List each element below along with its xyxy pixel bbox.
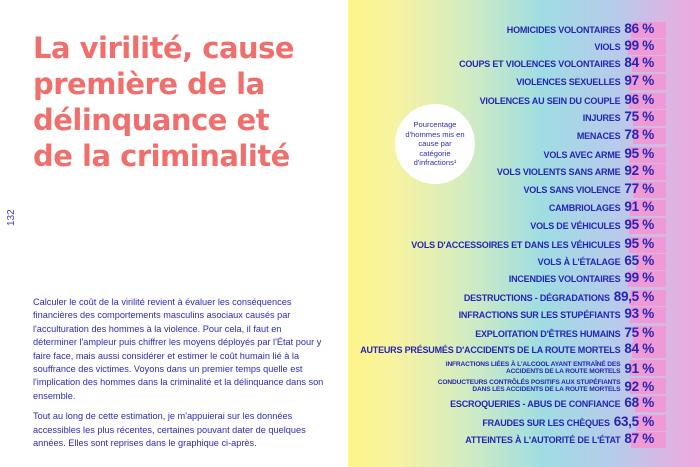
chart-bar xyxy=(411,236,654,254)
bar-value: 99 % xyxy=(624,270,654,285)
paragraph: Calculer le coût de la virilité revient à évaluer les conséquences financières des comportements masculins asociaux causés par l'acculturation des hommes à la violence. Pour cela, il faut en déterminer l'ampleur puis chiffrer les moyens déployés par l'État pour y faire face, mais aussi considérer et estimer le coût humain lié à la souffrance des victimes. Voyons dans un premier temps quelle est l'implication des hommes dans la criminalité et la délinquance dans son ensemble. xyxy=(33,297,324,401)
bar-label: MENACES xyxy=(576,131,621,141)
bar-label: VOLS SANS VIOLENCE xyxy=(523,185,621,195)
bar-value: 68 % xyxy=(624,395,654,410)
bar-value: 75 % xyxy=(624,109,654,124)
bar-label: COUPS ET VIOLENCES VOLONTAIRES xyxy=(459,59,621,69)
bar-label: INFRACTIONS SUR LES STUPÉFIANTS xyxy=(458,310,621,320)
bar-label: HOMICIDES VOLONTAIRES xyxy=(506,25,621,35)
chart-bar xyxy=(507,21,654,39)
bar-label: VIOLENCES SEXUELLES xyxy=(516,77,621,87)
bar-value: 89,5 % xyxy=(613,289,654,304)
chart-bar xyxy=(450,395,654,413)
bar-value: 84 % xyxy=(624,55,654,70)
bar-value: 91 % xyxy=(624,360,654,376)
title-line: de la criminalité xyxy=(33,139,290,173)
bar-label: INCENDIES VOLONTAIRES xyxy=(508,274,621,284)
title-line: délinquance et xyxy=(33,103,270,137)
bar-label: CAMBRIOLAGES xyxy=(548,203,621,213)
bar-value: 92 % xyxy=(624,163,654,178)
bar-value: 95 % xyxy=(624,217,654,232)
bar-value: 96 % xyxy=(624,92,654,107)
chart-bar xyxy=(516,73,654,91)
bar-label: INFRACTIONS LIÉES À L'ALCOOL AYANT ENTRAÎNÉ DES ACCIDENTS DE LA ROUTE MORTELS xyxy=(445,360,621,375)
bar-label: AUTEURS PRÉSUMÉS D'ACCIDENTS DE LA ROUTE MORTELS xyxy=(360,345,621,355)
chart-bar xyxy=(509,270,654,288)
bar-value: 99 % xyxy=(624,38,654,53)
bar-label: ATTEINTES À L'AUTORITÉ DE L'ÉTAT xyxy=(465,435,621,445)
bar-value: 87 % xyxy=(624,431,654,446)
bar-label: VIOLS xyxy=(594,42,621,52)
bar-value: 77 % xyxy=(624,181,654,196)
page-number: 132 xyxy=(6,209,17,226)
bar-value: 65 % xyxy=(624,253,654,268)
bar-value: 91 % xyxy=(624,199,654,214)
chart-bar xyxy=(430,375,654,397)
title-line: première de la xyxy=(33,67,265,101)
chart-bar xyxy=(544,146,654,164)
chart-bar xyxy=(459,306,654,324)
chart-bar xyxy=(482,414,654,432)
bar-value: 97 % xyxy=(624,73,654,88)
chart-bar xyxy=(577,127,654,145)
chart-bar xyxy=(530,217,654,235)
left-page xyxy=(0,0,348,467)
bar-label: CONDUCTEURS CONTRÔLÉS POSITIFS AUX STUPÉFIANTS DANS LES ACCIDENTS DE LA ROUTE MORTELS xyxy=(437,378,621,393)
chart-bar xyxy=(465,431,654,449)
bar-label: INJURES xyxy=(582,113,621,123)
bar-label: VOLS AVEC ARME xyxy=(543,150,621,160)
bar-value: 75 % xyxy=(624,325,654,340)
bar-value: 86 % xyxy=(624,21,654,36)
chart-bar xyxy=(464,289,654,307)
paragraph: Tout au long de cette estimation, je m'appuierai sur les données accessibles les plus récentes, certaines pouvant dater de quelques années. Elles sont reprises dans le graphique ci-après. xyxy=(33,411,306,449)
bar-label: VOLS D'ACCESSOIRES ET DANS LES VÉHICULES xyxy=(411,240,621,250)
chart-bar xyxy=(538,253,654,271)
bar-label: VOLS À L'ÉTALAGE xyxy=(537,257,621,267)
bar-value: 95 % xyxy=(624,236,654,251)
chart-bar xyxy=(524,181,655,199)
bar-value: 84 % xyxy=(624,341,654,356)
bar-label: EXPLOITATION D'ÊTRES HUMAINS xyxy=(475,329,621,339)
bar-value: 92 % xyxy=(624,378,654,394)
bar-label: DESTRUCTIONS - DÉGRADATIONS xyxy=(463,293,610,303)
bar-label: ESCROQUERIES - ABUS DE CONFIANCE xyxy=(450,399,621,409)
chart-bar xyxy=(459,55,654,73)
page-title xyxy=(33,30,333,174)
chart-bar xyxy=(549,199,654,217)
bar-value: 78 % xyxy=(624,127,654,142)
chart-bar xyxy=(594,38,654,56)
bar-label: VOLS DE VÉHICULES xyxy=(530,221,621,231)
bar-value: 63,5 % xyxy=(613,414,654,429)
chart-bar xyxy=(497,163,654,181)
bar-value: 95 % xyxy=(624,146,654,161)
chart-caption: Pourcentage d'hommes mis en cause par catégorie d'infractions¹ xyxy=(405,120,465,168)
bar-label: FRAUDES SUR LES CHÈQUES xyxy=(482,418,610,428)
bar-label: VOLS VIOLENTS SANS ARME xyxy=(496,167,621,177)
title-line: La virilité, cause xyxy=(33,31,295,65)
chart-caption-bubble xyxy=(395,104,475,184)
bar-value: 93 % xyxy=(624,306,654,321)
chart-bar xyxy=(480,92,654,110)
bar-label: VIOLENCES AU SEIN DU COUPLE xyxy=(479,96,621,106)
body-text xyxy=(33,296,325,457)
chart-bar xyxy=(583,109,654,127)
